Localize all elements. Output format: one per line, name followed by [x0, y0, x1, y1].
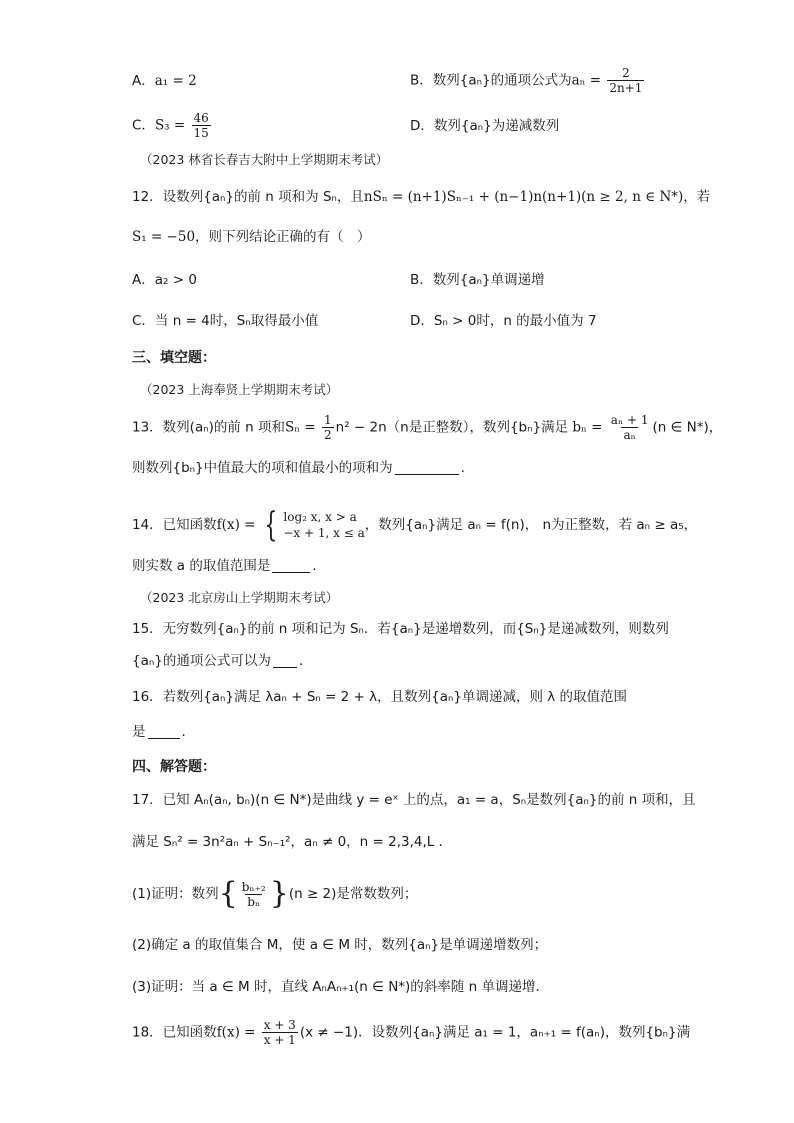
text: (x ≠ −1)．设数列{aₙ}满足 a₁ = 1，aₙ₊₁ = f(aₙ)，数列{bₙ}满	[299, 1024, 691, 1041]
math: nSₙ = (n+1)Sₙ₋₁ + (n−1)n(n+1)(n ≥ 2, n ∈ N*)	[363, 189, 684, 205]
text: 18．已知函数	[132, 1024, 217, 1041]
fraction-denominator: aₙ	[623, 428, 636, 442]
option-label: A．	[132, 73, 155, 89]
fraction-denominator: 2	[324, 428, 332, 442]
text: (1)证明：数列	[132, 886, 219, 902]
piecewise-function	[260, 505, 365, 545]
fraction	[262, 1018, 298, 1047]
q17-part-2: (2)确定 a 的取值集合 M，使 a ∈ M 时，数列{aₙ}是单调递增数列；	[132, 937, 548, 953]
fraction-numerator: 46	[193, 111, 209, 125]
text: 则数列{bₙ}中值最大的项和值最小的项和为	[132, 460, 393, 476]
q11-option-b	[410, 66, 646, 95]
math: Sₙ =	[285, 419, 316, 436]
answer-blank[interactable]	[273, 667, 297, 668]
text: (n ≥ 2)是常数数列；	[288, 886, 418, 902]
text: 是	[132, 724, 146, 740]
math: f(x) =	[216, 517, 256, 533]
option-label: B．数列{aₙ}的通项公式为	[410, 72, 572, 89]
fraction-numerator: 2	[622, 66, 630, 80]
text: ，则下列结论正确的有（ ）	[195, 229, 371, 245]
source-note-1: （2023 林省长春吉大附中上学期期末考试）	[140, 152, 389, 167]
text: ，数列{aₙ}满足 aₙ = f(n)， n为正整数，若 aₙ ≥ a₅，	[364, 517, 698, 533]
fraction-numerator: x + 3	[263, 1018, 296, 1032]
text: .	[181, 724, 186, 740]
left-brace-icon: {	[264, 505, 278, 545]
q18-stem-line1	[132, 1018, 690, 1047]
text: .	[298, 653, 304, 669]
fraction-numerator: 1	[324, 413, 332, 427]
text: {aₙ}的通项公式可以为	[132, 653, 271, 669]
text: .	[460, 460, 465, 476]
math: S₁ = −50	[132, 229, 196, 245]
case-1: log₂ x, x > a	[283, 510, 357, 524]
q11-option-c	[132, 111, 213, 140]
answer-blank[interactable]	[272, 572, 310, 573]
text: .	[312, 558, 317, 574]
q13-stem-line1	[132, 413, 722, 442]
left-brace-icon: {	[218, 876, 238, 911]
option-math: aₙ =	[571, 72, 602, 89]
section-heading-fill-in: 三、填空题：	[132, 350, 216, 366]
answer-blank[interactable]	[148, 738, 180, 739]
fraction-denominator: x + 1	[263, 1033, 296, 1047]
q14-stem-line1	[132, 505, 698, 545]
q12-option-a: A．a₂ > 0	[132, 272, 197, 288]
q17-part-1	[132, 876, 418, 911]
q12-option-c: C．当 n = 4时，Sₙ取得最小值	[132, 313, 319, 329]
fraction	[607, 66, 644, 95]
text: 13．数列(aₙ)的前 n 项和	[132, 419, 286, 436]
fraction-half	[322, 413, 334, 442]
fraction	[240, 880, 268, 909]
q17-stem-line1: 17．已知 Aₙ(aₙ, bₙ)(n ∈ N*)是曲线 y = eˣ 上的点，a₁ = a，Sₙ是数列{aₙ}的前 n 项和，且	[132, 792, 696, 808]
q12-stem-line1	[132, 187, 710, 207]
q11-option-a	[132, 71, 197, 91]
q13-stem-line2	[132, 458, 465, 478]
fraction-denominator: bₙ	[247, 894, 261, 909]
text: n² − 2n（n是正整数），数列{bₙ}满足	[335, 419, 569, 436]
text: 14．已知函数	[132, 517, 217, 533]
text: 则实数 a 的取值范围是	[132, 558, 271, 574]
q16-stem-line1: 16．若数列{aₙ}满足 λaₙ + Sₙ = 2 + λ，且数列{aₙ}单调递减，则 λ 的取值范围	[132, 689, 628, 705]
source-note-3: （2023 北京房山上学期期末考试）	[140, 590, 339, 605]
q12-stem-line2	[132, 227, 371, 247]
source-note-2: （2023 上海奉贤上学期期末考试）	[140, 382, 339, 397]
fraction-denominator: 15	[193, 126, 209, 140]
fraction-numerator: aₙ + 1	[610, 413, 649, 427]
fraction-bn	[609, 413, 651, 442]
fraction	[192, 111, 211, 140]
right-brace-icon: }	[269, 876, 289, 911]
fraction-denominator: 2n+1	[609, 81, 643, 95]
text: (n ∈ N*)，	[652, 419, 723, 436]
q14-stem-line2	[132, 556, 317, 576]
math: f(x) =	[216, 1024, 256, 1041]
q17-part-3: (3)证明：当 a ∈ M 时，直线 AₙAₙ₊₁(n ∈ N*)的斜率随 n 单调递增．	[132, 979, 549, 995]
option-label: C．	[132, 117, 155, 134]
cases	[283, 509, 364, 541]
option-math: S₃ =	[154, 117, 186, 134]
q11-option-d: D．数列{aₙ}为递减数列	[410, 118, 560, 134]
q16-stem-line2	[132, 722, 186, 742]
q12-option-b: B．数列{aₙ}单调递增	[410, 272, 545, 288]
q15-stem-line1: 15．无穷数列{aₙ}的前 n 项和记为 Sₙ．若{aₙ}是递增数列，而{Sₙ}是递减数列，则数列	[132, 621, 669, 637]
text: 12．设数列{aₙ}的前 n 项和为 Sₙ，且	[132, 189, 364, 205]
section-heading-solutions: 四、解答题：	[132, 759, 216, 775]
case-2: −x + 1, x ≤ a	[283, 526, 365, 540]
text: ，若	[683, 189, 711, 205]
q12-option-d: D．Sₙ > 0时，n 的最小值为 7	[410, 313, 597, 329]
answer-blank[interactable]	[395, 474, 459, 475]
fraction-numerator: bₙ₊₂	[241, 879, 266, 894]
option-math: a₁ = 2	[154, 73, 197, 89]
q17-stem-line2: 满足 Sₙ² = 3n²aₙ + Sₙ₋₁²，aₙ ≠ 0，n = 2,3,4,L ．	[132, 834, 453, 850]
math: bₙ =	[572, 419, 603, 436]
q15-stem-line2	[132, 651, 303, 671]
